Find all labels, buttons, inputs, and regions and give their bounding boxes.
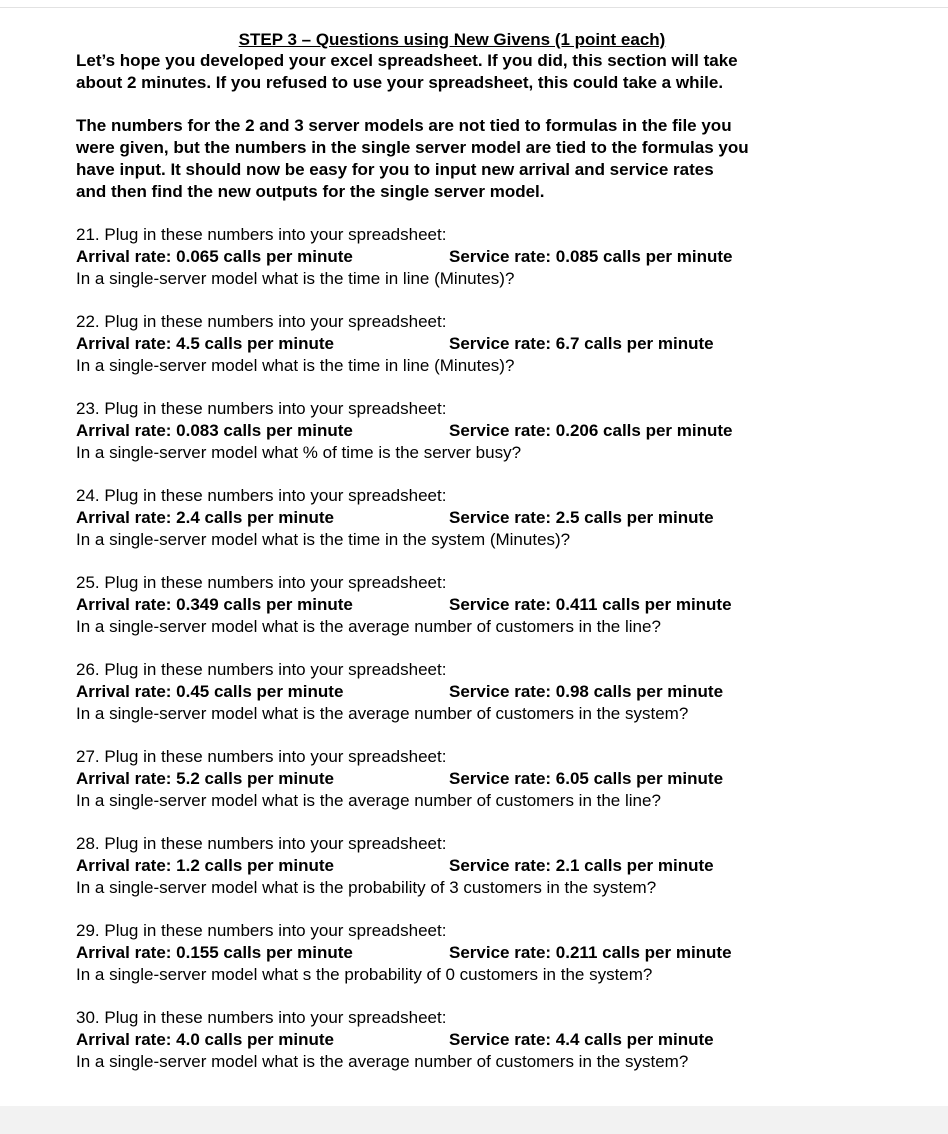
arrival-rate: Arrival rate: 0.45 calls per minute [76,682,344,701]
question-30 [76,1007,876,1073]
question-list [76,224,876,1073]
question-text: In a single-server model what is the average number of customers in the system? [76,1052,689,1071]
question-intro: 23. Plug in these numbers into your spreadsheet: [76,399,447,418]
step-heading: STEP 3 – Questions using New Givens (1 point each) [238,30,666,49]
arrival-rate: Arrival rate: 0.065 calls per minute [76,247,353,266]
question-intro: 22. Plug in these numbers into your spreadsheet: [76,312,447,331]
question-text: In a single-server model what is the average number of customers in the system? [76,704,689,723]
question-22 [76,311,876,377]
question-text: In a single-server model what is the average number of customers in the line? [76,791,661,810]
intro-line: Let’s hope you developed your excel spreadsheet. If you did, this section will take [76,51,738,70]
service-rate: Service rate: 6.7 calls per minute [449,334,714,353]
question-text: In a single-server model what % of time is the server busy? [76,443,522,462]
question-27 [76,746,876,812]
arrival-rate: Arrival rate: 0.155 calls per minute [76,943,353,962]
service-rate: Service rate: 0.211 calls per minute [449,943,732,962]
service-rate: Service rate: 0.206 calls per minute [449,421,733,440]
question-24 [76,485,876,551]
question-text: In a single-server model what s the probability of 0 customers in the system? [76,965,653,984]
question-intro: 28. Plug in these numbers into your spreadsheet: [76,834,447,853]
question-intro: 30. Plug in these numbers into your spreadsheet: [76,1008,447,1027]
question-intro: 27. Plug in these numbers into your spreadsheet: [76,747,447,766]
service-rate: Service rate: 4.4 calls per minute [449,1030,714,1049]
question-25 [76,572,876,638]
question-rates [76,855,876,877]
explanation-line: have input. It should now be easy for you to input new arrival and service rates [76,160,714,179]
service-rate: Service rate: 0.085 calls per minute [449,247,733,266]
question-21 [76,224,876,290]
question-text: In a single-server model what is the time in the system (Minutes)? [76,530,571,549]
question-26 [76,659,876,725]
intro-paragraph [76,50,876,94]
question-rates [76,507,876,529]
question-text: In a single-server model what is the time in line (Minutes)? [76,356,515,375]
explanation-line: The numbers for the 2 and 3 server models are not tied to formulas in the file you [76,116,732,135]
arrival-rate: Arrival rate: 2.4 calls per minute [76,508,334,527]
explanation-line: were given, but the numbers in the single server model are tied to the formulas you [76,138,749,157]
arrival-rate: Arrival rate: 0.083 calls per minute [76,421,353,440]
arrival-rate: Arrival rate: 4.5 calls per minute [76,334,334,353]
question-intro: 29. Plug in these numbers into your spreadsheet: [76,921,447,940]
bottom-band [0,1106,948,1134]
question-23 [76,398,876,464]
question-rates [76,942,876,964]
question-28 [76,833,876,899]
question-intro: 25. Plug in these numbers into your spreadsheet: [76,573,447,592]
document-page [76,30,876,1094]
question-text: In a single-server model what is the average number of customers in the line? [76,617,661,636]
question-rates [76,594,876,616]
question-intro: 26. Plug in these numbers into your spreadsheet: [76,660,447,679]
explanation-paragraph [76,115,876,203]
question-intro: 21. Plug in these numbers into your spreadsheet: [76,225,447,244]
arrival-rate: Arrival rate: 1.2 calls per minute [76,856,334,875]
service-rate: Service rate: 6.05 calls per minute [449,769,724,788]
service-rate: Service rate: 0.411 calls per minute [449,595,732,614]
question-rates [76,420,876,442]
question-text: In a single-server model what is the time in line (Minutes)? [76,269,515,288]
explanation-line: and then find the new outputs for the single server model. [76,182,545,201]
arrival-rate: Arrival rate: 4.0 calls per minute [76,1030,334,1049]
question-rates [76,333,876,355]
question-29 [76,920,876,986]
question-intro: 24. Plug in these numbers into your spreadsheet: [76,486,447,505]
question-rates [76,1029,876,1051]
question-rates [76,768,876,790]
service-rate: Service rate: 2.1 calls per minute [449,856,714,875]
service-rate: Service rate: 0.98 calls per minute [449,682,724,701]
service-rate: Service rate: 2.5 calls per minute [449,508,714,527]
question-rates [76,246,876,268]
top-divider [0,7,948,8]
arrival-rate: Arrival rate: 5.2 calls per minute [76,769,334,788]
question-rates [76,681,876,703]
intro-line: about 2 minutes. If you refused to use your spreadsheet, this could take a while. [76,73,724,92]
question-text: In a single-server model what is the probability of 3 customers in the system? [76,878,657,897]
arrival-rate: Arrival rate: 0.349 calls per minute [76,595,353,614]
